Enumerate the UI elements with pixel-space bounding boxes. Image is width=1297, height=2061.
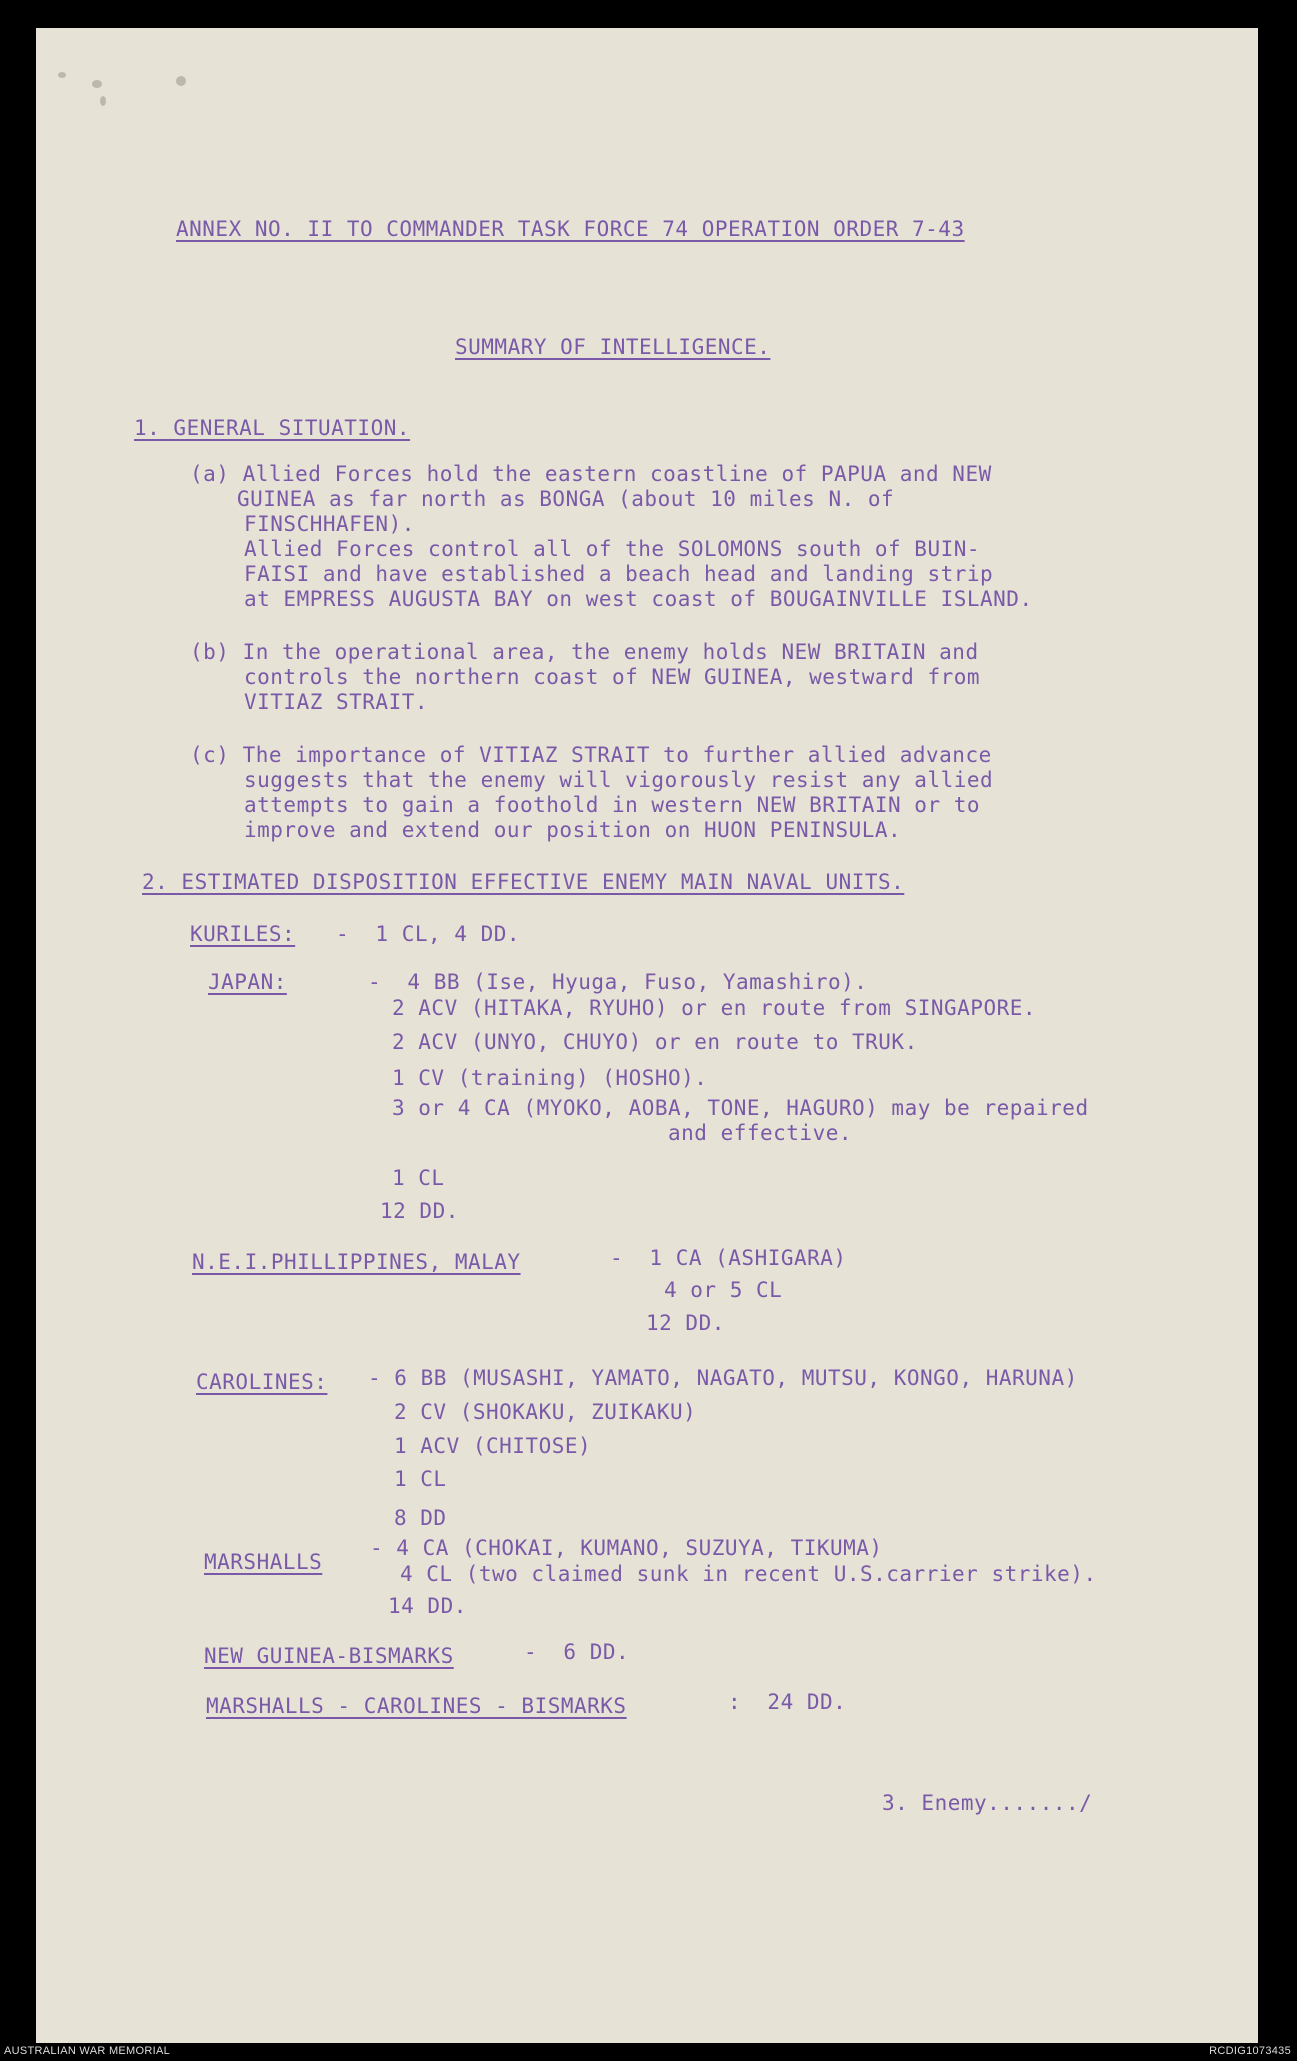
carolines-unit-5: 8 DD — [394, 1506, 447, 1530]
document-subheading: SUMMARY OF INTELLIGENCE. — [455, 335, 771, 359]
new-guinea-bismarks-label: NEW GUINEA-BISMARKS — [204, 1644, 454, 1668]
para-b-line-3: VITIAZ STRAIT. — [244, 690, 429, 714]
japan-unit-3: 2 ACV (UNYO, CHUYO) or en route to TRUK. — [392, 1030, 918, 1054]
para-c-line-2: suggests that the enemy will vigorously resist any allied — [244, 768, 994, 792]
para-c-line-4: improve and extend our position on HUON PENINSULA. — [244, 818, 902, 842]
marshalls-unit-1: - 4 CA (CHOKAI, KUMANO, SUZUYA, TIKUMA) — [370, 1536, 883, 1560]
para-c-line-1: (c) The importance of VITIAZ STRAIT to further allied advance — [190, 743, 992, 767]
para-a-line-5: FAISI and have established a beach head and landing strip — [244, 562, 994, 586]
kuriles-label: KURILES: — [190, 922, 296, 946]
kuriles-units: - 1 CL, 4 DD. — [336, 922, 521, 946]
para-a-line-6: at EMPRESS AUGUSTA BAY on west coast of BOUGAINVILLE ISLAND. — [244, 587, 1033, 611]
para-a-line-4: Allied Forces control all of the SOLOMONS south of BUIN- — [244, 537, 981, 561]
marshalls-carolines-bismarks-label: MARSHALLS - CAROLINES - BISMARKS — [206, 1694, 627, 1718]
marshalls-label: MARSHALLS — [204, 1550, 323, 1574]
marshalls-unit-2: 4 CL (two claimed sunk in recent U.S.carrier strike). — [400, 1562, 1097, 1586]
para-a-line-1: (a) Allied Forces hold the eastern coastline of PAPUA and NEW — [190, 462, 992, 486]
nei-unit-2: 4 or 5 CL — [664, 1278, 783, 1302]
carolines-unit-4: 1 CL — [394, 1467, 447, 1491]
japan-unit-7: 1 CL — [392, 1166, 445, 1190]
japan-unit-8: 12 DD. — [380, 1199, 459, 1223]
document-heading: ANNEX NO. II TO COMMANDER TASK FORCE 74 OPERATION ORDER 7-43 — [176, 217, 965, 241]
japan-label: JAPAN: — [208, 970, 287, 994]
section-2-title: 2. ESTIMATED DISPOSITION EFFECTIVE ENEMY MAIN NAVAL UNITS. — [142, 870, 905, 894]
footer-record-id: RCDIG1073435 — [1209, 2045, 1291, 2057]
para-a-line-3: FINSCHHAFEN). — [244, 512, 415, 536]
footer-archive-name: AUSTRALIAN WAR MEMORIAL — [4, 2045, 171, 2057]
para-b-line-2: controls the northern coast of NEW GUINEA, westward from — [244, 665, 981, 689]
nei-unit-1: - 1 CA (ASHIGARA) — [610, 1246, 847, 1270]
para-b-line-1: (b) In the operational area, the enemy holds NEW BRITAIN and — [190, 640, 979, 664]
japan-unit-6: and effective. — [668, 1121, 853, 1145]
new-guinea-bismarks-units: - 6 DD. — [524, 1640, 630, 1664]
japan-unit-2: 2 ACV (HITAKA, RYUHO) or en route from SINGAPORE. — [392, 996, 1037, 1020]
nei-unit-3: 12 DD. — [646, 1311, 725, 1335]
carolines-label: CAROLINES: — [196, 1370, 328, 1394]
japan-unit-4: 1 CV (training) (HOSHO). — [392, 1066, 708, 1090]
marshalls-unit-3: 14 DD. — [388, 1594, 467, 1618]
para-c-line-3: attempts to gain a foothold in western NEW BRITAIN or to — [244, 793, 981, 817]
marshalls-carolines-bismarks-units: : 24 DD. — [728, 1690, 847, 1714]
continuation-marker: 3. Enemy......./ — [882, 1791, 1093, 1815]
carolines-unit-3: 1 ACV (CHITOSE) — [394, 1434, 592, 1458]
japan-unit-1: - 4 BB (Ise, Hyuga, Fuso, Yamashiro). — [368, 970, 868, 994]
section-1-title: 1. GENERAL SITUATION. — [134, 416, 411, 440]
para-a-line-2: GUINEA as far north as BONGA (about 10 miles N. of — [237, 487, 895, 511]
carolines-unit-2: 2 CV (SHOKAKU, ZUIKAKU) — [394, 1400, 697, 1424]
nei-label: N.E.I.PHILLIPPINES, MALAY — [192, 1250, 521, 1274]
carolines-unit-1: - 6 BB (MUSASHI, YAMATO, NAGATO, MUTSU, KONGO, HARUNA) — [368, 1366, 1078, 1390]
japan-unit-5: 3 or 4 CA (MYOKO, AOBA, TONE, HAGURO) may be repaired — [392, 1096, 1089, 1120]
